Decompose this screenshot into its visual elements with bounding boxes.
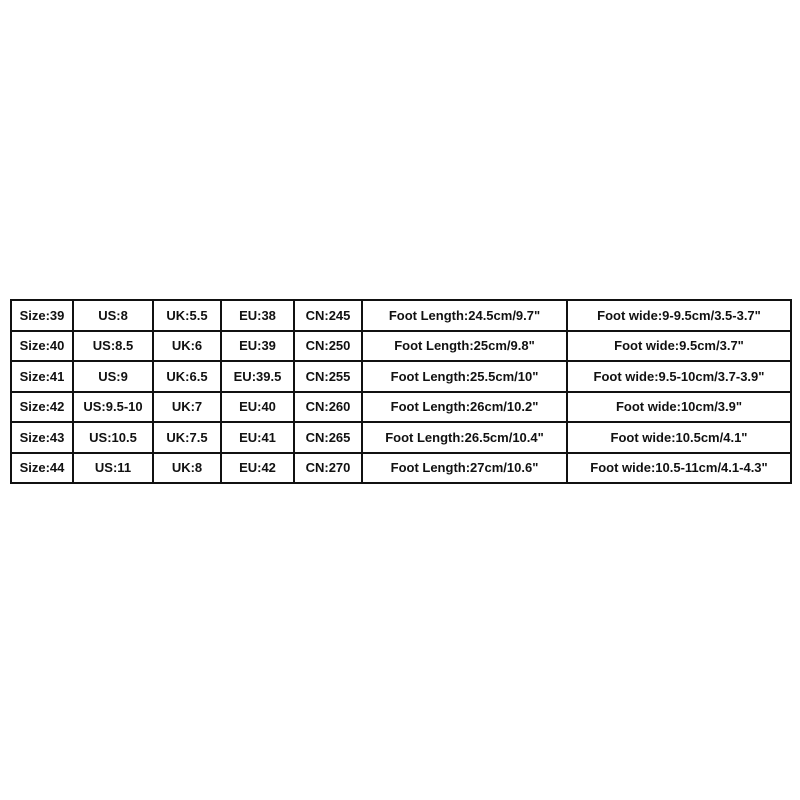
eu-size-cell: EU:42 <box>221 453 294 484</box>
eu-size-cell: EU:40 <box>221 392 294 423</box>
us-size-cell: US:9 <box>73 361 153 392</box>
table-row <box>11 300 791 331</box>
size-cell: Size:42 <box>11 392 73 423</box>
us-size-cell: US:8 <box>73 300 153 331</box>
cn-size-cell: CN:250 <box>294 331 362 362</box>
us-size-cell: US:10.5 <box>73 422 153 453</box>
eu-size-cell: EU:39 <box>221 331 294 362</box>
foot-length-cell: Foot Length:26.5cm/10.4" <box>362 422 567 453</box>
foot-width-cell: Foot wide:10cm/3.9" <box>567 392 791 423</box>
uk-size-cell: UK:5.5 <box>153 300 221 331</box>
table-row <box>11 361 791 392</box>
uk-size-cell: UK:8 <box>153 453 221 484</box>
uk-size-cell: UK:7 <box>153 392 221 423</box>
size-chart-table <box>10 299 792 484</box>
table-row <box>11 453 791 484</box>
foot-width-cell: Foot wide:10.5cm/4.1" <box>567 422 791 453</box>
foot-length-cell: Foot Length:26cm/10.2" <box>362 392 567 423</box>
size-cell: Size:43 <box>11 422 73 453</box>
us-size-cell: US:11 <box>73 453 153 484</box>
eu-size-cell: EU:38 <box>221 300 294 331</box>
foot-width-cell: Foot wide:10.5-11cm/4.1-4.3" <box>567 453 791 484</box>
size-cell: Size:41 <box>11 361 73 392</box>
us-size-cell: US:9.5-10 <box>73 392 153 423</box>
size-cell: Size:39 <box>11 300 73 331</box>
uk-size-cell: UK:6 <box>153 331 221 362</box>
eu-size-cell: EU:39.5 <box>221 361 294 392</box>
foot-width-cell: Foot wide:9.5-10cm/3.7-3.9" <box>567 361 791 392</box>
cn-size-cell: CN:245 <box>294 300 362 331</box>
uk-size-cell: UK:6.5 <box>153 361 221 392</box>
uk-size-cell: UK:7.5 <box>153 422 221 453</box>
foot-length-cell: Foot Length:24.5cm/9.7" <box>362 300 567 331</box>
size-cell: Size:44 <box>11 453 73 484</box>
foot-length-cell: Foot Length:25cm/9.8" <box>362 331 567 362</box>
cn-size-cell: CN:255 <box>294 361 362 392</box>
foot-length-cell: Foot Length:25.5cm/10" <box>362 361 567 392</box>
cn-size-cell: CN:260 <box>294 392 362 423</box>
us-size-cell: US:8.5 <box>73 331 153 362</box>
table-row <box>11 331 791 362</box>
foot-length-cell: Foot Length:27cm/10.6" <box>362 453 567 484</box>
foot-width-cell: Foot wide:9-9.5cm/3.5-3.7" <box>567 300 791 331</box>
eu-size-cell: EU:41 <box>221 422 294 453</box>
table-row <box>11 422 791 453</box>
size-cell: Size:40 <box>11 331 73 362</box>
cn-size-cell: CN:270 <box>294 453 362 484</box>
cn-size-cell: CN:265 <box>294 422 362 453</box>
table-row <box>11 392 791 423</box>
foot-width-cell: Foot wide:9.5cm/3.7" <box>567 331 791 362</box>
